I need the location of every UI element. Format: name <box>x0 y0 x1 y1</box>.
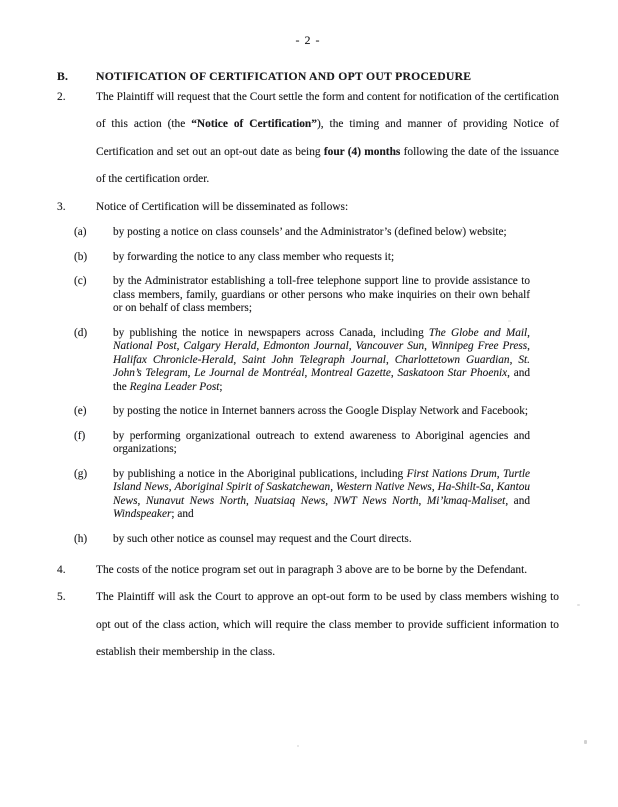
subitem-d <box>74 327 559 395</box>
subitem-f <box>74 430 559 457</box>
subitem-label: (h) <box>74 532 88 545</box>
paragraph-number: 4. <box>57 564 66 577</box>
subitem-c <box>74 275 559 316</box>
subitem-label: (c) <box>74 275 87 288</box>
paragraph-number: 3. <box>57 200 66 213</box>
subitem-label: (e) <box>74 405 87 418</box>
paragraph-text: The costs of the notice program set out in paragraph 3 above are to be borne by the Defendant. <box>96 564 528 577</box>
paragraph-text: The Plaintiff will ask the Court to approve an opt-out form to be used by class members wishing to opt out of the class action, which will require the class member to provide sufficient information to establish their membership in the class. <box>96 591 559 659</box>
subitem-list <box>74 226 559 546</box>
section-heading <box>57 70 559 84</box>
paragraph-2 <box>57 84 559 194</box>
page-number: - 2 - <box>295 33 321 47</box>
subitem-label: (d) <box>74 326 88 339</box>
paragraph-3 <box>57 194 559 221</box>
paragraph-4 <box>57 557 559 584</box>
paragraph-5 <box>57 584 559 666</box>
subitem-g <box>74 468 559 522</box>
subitem-label: (b) <box>74 250 88 263</box>
subitem-text: by forwarding the notice to any class member who requests it; <box>113 250 395 263</box>
subitem-label: (g) <box>74 467 88 480</box>
scan-speck <box>577 604 580 606</box>
subitem-b <box>74 251 559 265</box>
scan-speck <box>584 740 587 744</box>
paragraph-number: 2. <box>57 91 66 103</box>
subitem-text: by publishing the notice in newspapers across Canada, including The Globe and Mail, National Post, Calgary Herald, Edmonton Journal, Vancouver Sun, Winnipeg Free Press, Halifax Chronicle-Herald, Saint John Telegraph Journal, Charlottetown Guardian, St. John’s Telegram, Le Journal de Montréal, Montreal Gazette, Saskatoon Star Phoenix, and the Regina Leader Post; <box>113 326 531 393</box>
subitem-a <box>74 226 559 240</box>
paragraph-text: The Plaintiff will request that the Court settle the form and content for notification of the certification of this action (the “Notice of Certification”), the timing and manner of providing Notice of Certification and set out an opt-out date as being four (4) months following the date of the issuance of the certification order. <box>96 91 559 186</box>
subitem-text: by the Administrator establishing a toll-free telephone support line to provide assistance to class members, family, guardians or other persons who make inquiries on their own behalf or on behalf of class members; <box>113 275 530 315</box>
subitem-label: (a) <box>74 226 87 239</box>
scan-speck <box>508 320 511 322</box>
subitem-text: by publishing a notice in the Aboriginal publications, including First Nations Drum, Turtle Island News, Aboriginal Spirit of Saskatchewan, Western Native News, Ha-Shilt-Sa, Kantou News, Nunavut News North, Nuatsiaq News, NWT News North, Mi’kmaq-Maliset, and Windspeaker; and <box>113 467 531 521</box>
subitem-text: by posting a notice on class counsels’ and the Administrator’s (defined below) website; <box>113 226 507 239</box>
paragraph-text: Notice of Certification will be disseminated as follows: <box>96 200 349 213</box>
subitem-text: by performing organizational outreach to extend awareness to Aboriginal agencies and organizations; <box>113 429 530 456</box>
subitem-text: by posting the notice in Internet banners across the Google Display Network and Facebook; <box>113 405 529 418</box>
paragraph-number: 5. <box>57 591 66 604</box>
subitem-label: (f) <box>74 429 86 442</box>
subitem-e <box>74 405 559 419</box>
subitem-text: by such other notice as counsel may request and the Court directs. <box>113 532 412 545</box>
section-title: NOTIFICATION OF CERTIFICATION AND OPT OUT PROCEDURE <box>96 70 472 83</box>
subitem-h <box>74 533 559 547</box>
scan-speck <box>297 745 299 747</box>
section-label: B. <box>57 70 69 83</box>
